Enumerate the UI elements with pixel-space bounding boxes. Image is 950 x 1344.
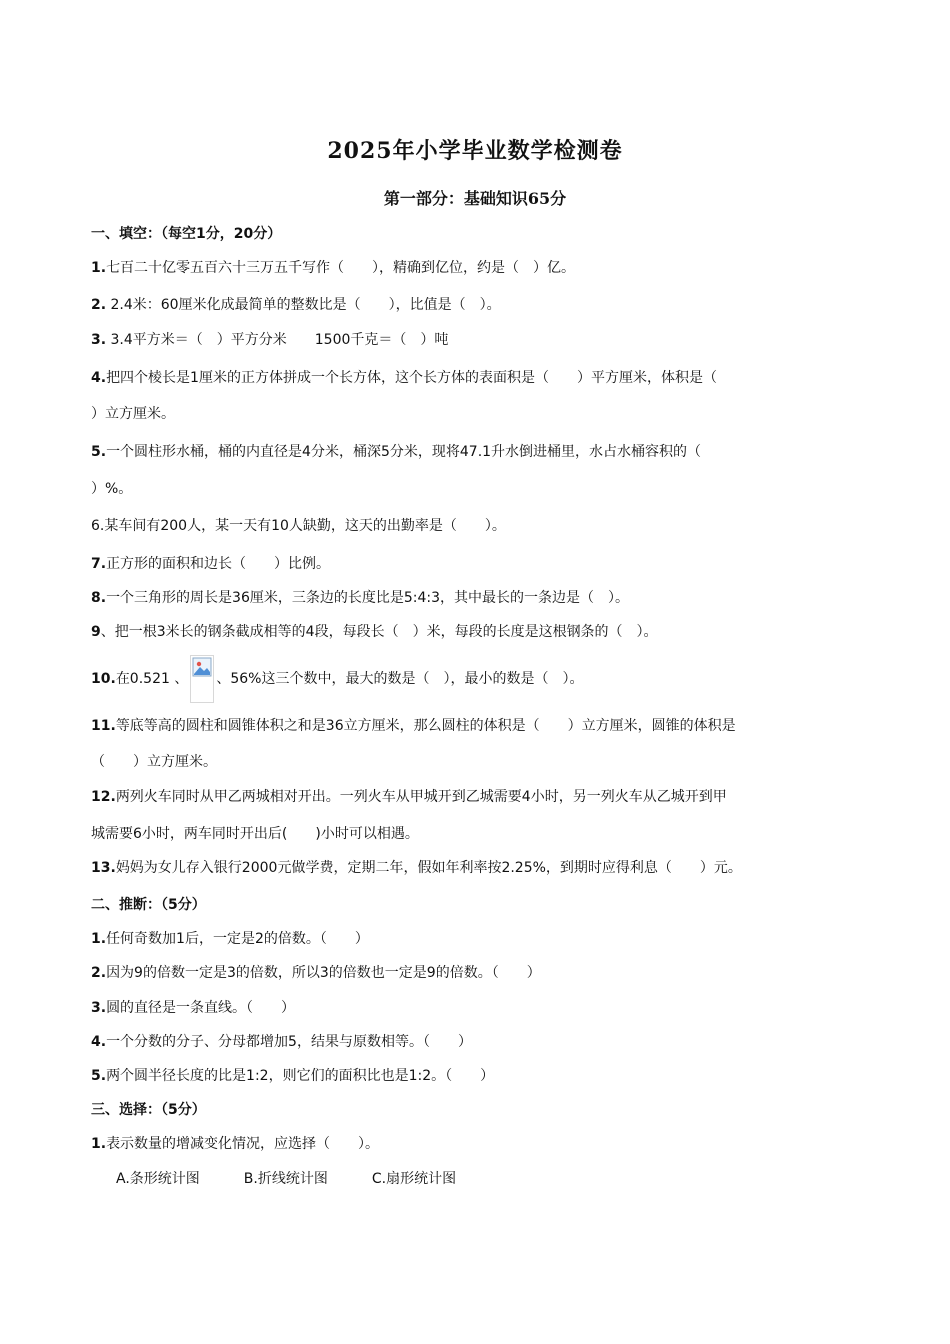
option-c: C.扇形统计图 (371, 1171, 457, 1187)
question-fill-11 (91, 716, 866, 736)
choice-options (116, 1169, 891, 1189)
question-fill-5 (91, 442, 866, 462)
question-number: 4. (91, 1034, 107, 1050)
question-text: 七百二十亿零五百六十三万五千写作（ ），精确到亿位，约是（ ）亿。 (106, 260, 576, 276)
question-text: 两列火车同时从甲乙两城相对开出。一列火车从甲城开到乙城需要4小时，另一列火车从乙城开到甲 (115, 789, 727, 805)
question-fill-3 (91, 330, 866, 350)
question-fill-4-continued: ）立方厘米。 (91, 406, 175, 422)
question-text: 正方形的面积和边长（ ）比例。 (106, 556, 331, 572)
question-fill-7 (91, 554, 866, 574)
question-judge-1 (91, 929, 866, 949)
question-text: 、把一根3米长的钢条截成相等的4段，每段长（ ）米，每段的长度是这根钢条的（ ）。 (100, 624, 658, 640)
question-text: 2.4米：60厘米化成最简单的整数比是（ ），比值是（ ）。 (106, 297, 501, 313)
question-number: 11. (91, 718, 116, 734)
question-text: 妈妈为女儿存入银行2000元做学费，定期二年，假如年利率按2.25%，到期时应得利息（ ）元。 (115, 860, 742, 876)
question-judge-3 (91, 998, 866, 1018)
question-number: 2. (91, 297, 107, 313)
question-number: 9 (91, 624, 101, 640)
section-heading-judge: 二、推断：（5分） (91, 897, 206, 913)
question-fill-6 (91, 516, 866, 536)
question-judge-4 (91, 1032, 866, 1052)
question-text: 把四个棱长是1厘米的正方体拼成一个长方体，这个长方体的表面积是（ ）平方厘米，体积是（ (106, 370, 717, 386)
question-fill-13 (91, 858, 866, 878)
question-number: 4. (91, 370, 107, 386)
question-text: 3.4平方米＝（ ）平方分米 1500千克＝（ ）吨 (106, 332, 449, 348)
question-fill-11-continued: （ ）立方厘米。 (91, 754, 217, 770)
question-fill-5-continued: ）%。 (91, 481, 133, 497)
section-heading-choice: 三、选择：（5分） (91, 1102, 206, 1118)
question-text: 某车间有200人，某一天有10人缺勤，这天的出勤率是（ ）。 (104, 518, 506, 534)
question-choice-1 (91, 1134, 866, 1154)
question-text: 一个圆柱形水桶，桶的内直径是4分米，桶深5分米，现将47.1升水倒进桶里，水占水桶容积的（ (106, 444, 702, 460)
broken-image-icon (190, 655, 214, 703)
question-number: 13. (91, 860, 116, 876)
question-number: 7. (91, 556, 107, 572)
question-number: 3. (91, 1000, 107, 1016)
document-title: 2025年小学毕业数学检测卷 (327, 138, 623, 164)
question-fill-1 (91, 258, 866, 278)
question-number: 1. (91, 931, 107, 947)
question-text: 等底等高的圆柱和圆锥体积之和是36立方厘米，那么圆柱的体积是（ ）立方厘米，圆锥的体积是 (115, 718, 736, 734)
question-text: 表示数量的增减变化情况，应选择（ ）。 (106, 1136, 380, 1152)
question-fill-10 (91, 655, 866, 703)
section-heading-fill: 一、填空：（每空1分，20分） (91, 226, 282, 242)
question-text: 因为9的倍数一定是3的倍数，所以3的倍数也一定是9的倍数。（ ） (106, 965, 541, 981)
question-number: 5. (91, 444, 107, 460)
question-text: 任何奇数加1后，一定是2的倍数。（ ） (106, 931, 369, 947)
question-fill-12-continued: 城需要6小时，两车同时开出后( )小时可以相遇。 (91, 826, 419, 842)
question-number: 2. (91, 965, 107, 981)
question-number: 6. (91, 518, 105, 534)
option-a: A.条形统计图 (116, 1171, 200, 1187)
question-number: 1. (91, 260, 107, 276)
question-fill-4 (91, 368, 866, 388)
question-text-a: 在0.521 、 (115, 671, 189, 687)
question-fill-2 (91, 295, 866, 315)
question-number: 10. (91, 671, 116, 687)
question-judge-5 (91, 1066, 866, 1086)
question-text: 一个分数的分子、分母都增加5，结果与原数相等。（ ） (106, 1034, 472, 1050)
part-heading: 第一部分：基础知识65分 (383, 189, 567, 208)
question-text-b: 、56%这三个数中，最大的数是（ ），最小的数是（ ）。 (216, 671, 584, 687)
question-fill-8 (91, 588, 866, 608)
question-text: 一个三角形的周长是36厘米，三条边的长度比是5:4:3，其中最长的一条边是（ ）。 (106, 590, 630, 606)
question-number: 3. (91, 332, 107, 348)
question-number: 8. (91, 590, 107, 606)
question-fill-12 (91, 787, 866, 807)
question-text: 圆的直径是一条直线。（ ） (106, 1000, 296, 1016)
question-number: 12. (91, 789, 116, 805)
question-fill-9 (91, 622, 866, 642)
question-judge-2 (91, 963, 866, 983)
option-b: B.折线统计图 (243, 1171, 328, 1187)
question-text: 两个圆半径长度的比是1:2，则它们的面积比也是1:2。（ ） (106, 1068, 495, 1084)
question-number: 1. (91, 1136, 107, 1152)
question-number: 5. (91, 1068, 107, 1084)
